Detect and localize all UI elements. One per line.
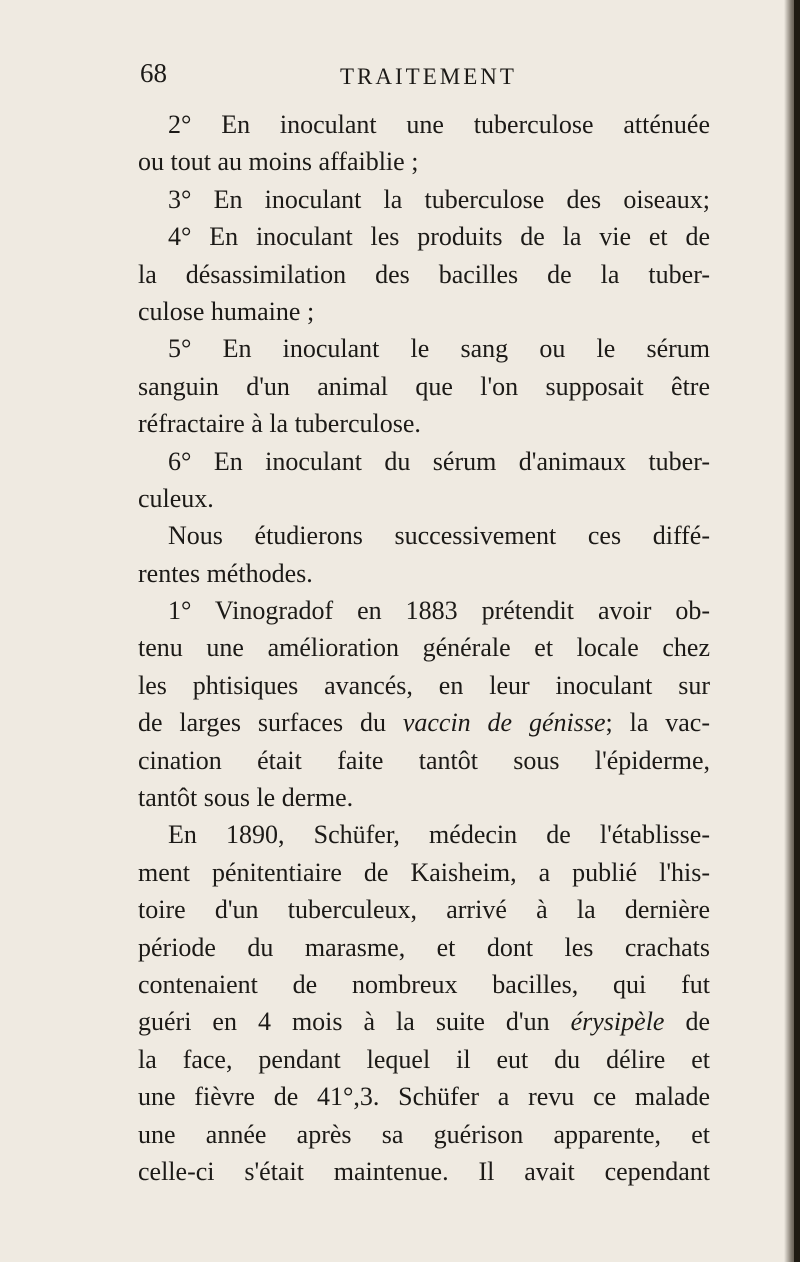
text-line: la face, pendant lequel il eut du délire et xyxy=(138,1044,710,1074)
text-line: ment pénitentiaire de Kaisheim, a publié l'his- xyxy=(138,857,710,887)
text-line: ou tout au moins affaiblie ; xyxy=(138,147,419,177)
text-segment: guéri en 4 mois à la suite d'un xyxy=(138,1007,571,1037)
text-line: culeux. xyxy=(138,483,214,513)
text-segment: ; la vac- xyxy=(605,708,710,738)
text-line: tantôt sous le derme. xyxy=(138,783,354,813)
text-line: les phtisiques avancés, en leur inoculant sur xyxy=(138,670,710,700)
text-line: réfractaire à la tuberculose. xyxy=(138,409,421,439)
text-line xyxy=(138,704,710,741)
text-line: celle-ci s'était maintenue. Il avait cependant xyxy=(138,1156,710,1186)
running-title: TRAITEMENT xyxy=(340,64,517,89)
text-line: sanguin d'un animal que l'on supposait être xyxy=(138,371,710,401)
text-line: 2° En inoculant une tuberculose atténuée xyxy=(168,110,710,139)
text-line: rentes méthodes. xyxy=(138,558,313,588)
text-line: tenu une amélioration générale et locale chez xyxy=(138,633,710,663)
text-line: 1° Vinogradof en 1883 prétendit avoir ob- xyxy=(168,596,710,626)
text-line: toire d'un tuberculeux, arrivé à la dernière xyxy=(138,895,710,925)
text-line: une année après sa guérison apparente, et xyxy=(138,1119,710,1149)
text-segment: de larges surfaces du xyxy=(138,708,403,738)
text-line: une fièvre de 41°,3. Schüfer a revu ce malade xyxy=(138,1082,710,1112)
text-line: période du marasme, et dont les crachats xyxy=(138,932,710,962)
text-line xyxy=(138,1003,710,1040)
text-segment: de xyxy=(664,1007,710,1037)
page-number: 68 xyxy=(140,58,167,88)
text-line: Nous étudierons successivement ces diffé- xyxy=(168,521,710,551)
italic-phrase: érysipèle xyxy=(570,1007,665,1037)
text-line: 6° En inoculant du sérum d'animaux tuber- xyxy=(168,446,710,476)
body-text xyxy=(138,106,710,1190)
page-edge xyxy=(794,0,800,1262)
text-line: cination était faite tantôt sous l'épiderme, xyxy=(138,745,710,775)
text-line: contenaient de nombreux bacilles, qui fut xyxy=(138,969,710,999)
text-line: la désassimilation des bacilles de la tuber- xyxy=(138,259,710,289)
text-line: 4° En inoculant les produits de la vie et de xyxy=(168,222,710,252)
text-line: culose humaine ; xyxy=(138,296,315,326)
italic-phrase: vaccin de génisse xyxy=(402,708,606,738)
text-line: 3° En inoculant la tuberculose des oiseaux; xyxy=(168,184,710,214)
text-line: En 1890, Schüfer, médecin de l'établisse- xyxy=(168,820,710,850)
text-line: 5° En inoculant le sang ou le sérum xyxy=(168,334,710,364)
page-header xyxy=(140,58,700,94)
